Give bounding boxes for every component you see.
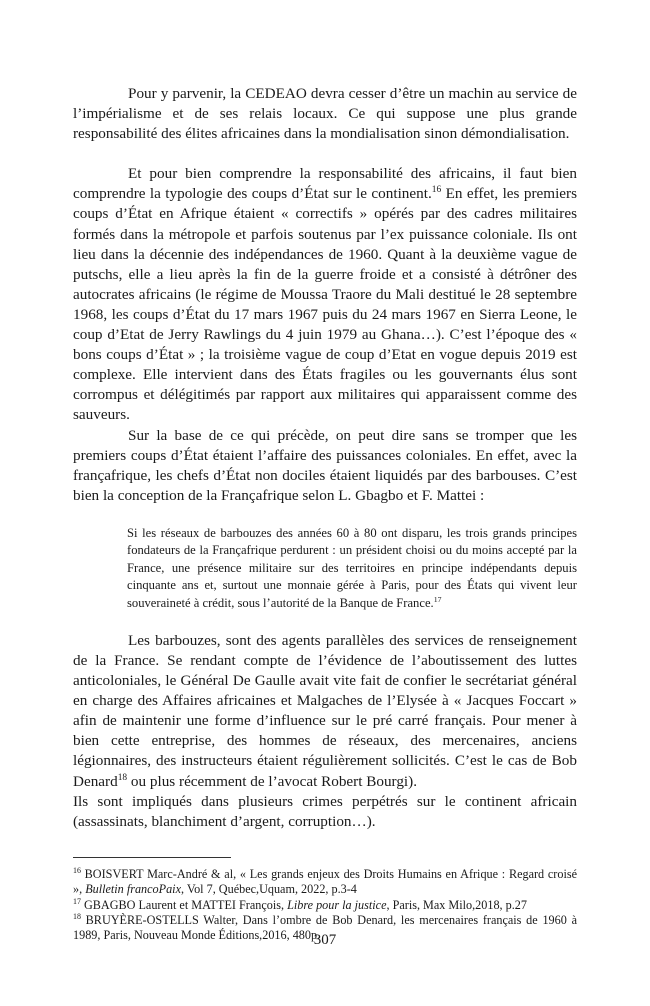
paragraph-typologie — [73, 164, 577, 425]
footnote-separator — [73, 857, 231, 858]
paragraph-barbouzes-text-b: ou plus récemment de l’avocat Robert Bourgi). — [127, 772, 417, 790]
footnote-number: 18 — [73, 912, 81, 921]
page-body — [73, 84, 577, 944]
footnote-16 — [73, 867, 577, 898]
footnote-17 — [73, 898, 577, 913]
paragraph-cedeao — [73, 84, 577, 144]
paragraph-typologie-text-a: Et pour bien comprendre la responsabilité des africains, il faut bien comprendre la typologie des coups d’État sur le continent. — [73, 165, 577, 203]
block-quote-text: Si les réseaux de barbouzes des années 60 à 80 ont disparu, les trois grands principes fondateurs de la Françafrique perdurent : un président choisi ou du moins accepté par la France, une présence militaire sur des territoires en principe indépendants depuis cinquante ans et, surtout une monnaie gérée à Paris, pour des États qui vivent leur souveraineté à crédit, sous l’autorité de la Banque de France. — [127, 525, 577, 610]
paragraph-crimes-text: Ils sont impliqués dans plusieurs crimes perpétrés sur le continent africain (assassinats, blanchiment d’argent, corruption…). — [73, 792, 577, 830]
footnote-text: BOISVERT Marc-André & al, « Les grands enjeux des Droits Humains en Afrique : Regard croisé », — [73, 866, 577, 897]
footnote-ref-18[interactable]: 18 — [117, 772, 128, 783]
paragraph-typologie-text-b: En effet, les premiers coups d’État en Afrique étaient « correctifs » opérés par des cadres militaires formés dans la métropole et parfois soutenus par l’ex puissance coloniale. Ils ont lieu dans la décennie des indépendances de 1960. Quant à la deuxième vague de putschs, elle a lieu après la fin de la guerre froide et a consisté à détrôner des autocrates africains (le régime de Moussa Traore du Mali destitué le 28 septembre 1968, les coups d’État du 17 mars 1967 puis du 24 mars 1967 en Sierra Leone, le coup d’Etat de Jerry Rawlings du 4 juin 1979 au Ghana…). C’est l’époque des « bons coups d’État » ; la troisième vague de coup d’Etat en vogue depuis 2019 est complexe. Elle intervient dans des États fragiles ou les gouvernants élus sont corrompus et délégitimés par rapport aux militaires qui apparaissent comme des sauveurs. — [73, 185, 578, 424]
footnote-ref-17[interactable]: 17 — [433, 594, 442, 604]
paragraph-barbouzes — [73, 631, 577, 792]
footnote-number: 16 — [73, 865, 81, 875]
footnote-text-end: , Vol 7, Québec,Uquam, 2022, p.3-4 — [180, 882, 357, 897]
footnote-italic-title: Bulletin francoPaix — [85, 882, 181, 897]
paragraph-francafrique-text: Sur la base de ce qui précède, on peut dire sans se tromper que les premiers coups d’État étaient l’affaire des puissances coloniales. En effet, avec la françafrique, les chefs d’État non dociles étaient liquidés par des barbouses. C’est bien la conception de la Françafrique selon L. Gbagbo et F. Mattei : — [73, 426, 577, 504]
paragraph-cedeao-text: Pour y parvenir, la CEDEAO devra cesser d’être un machin au service de l’impérialisme et de ses relais locaux. Ce qui suppose une plus grande responsabilité des élites africaines dans la mondialisation sinon démondialisation. — [73, 85, 577, 143]
footnote-italic-title: Libre pour la justice — [287, 897, 387, 912]
block-quote — [127, 525, 577, 612]
footnote-text: BRUYÈRE-OSTELLS Walter, Dans l’ombre de Bob Denard, les mercenaires français de 1960 à 1989, Paris, Nouveau Monde Éditions,2016, 480p. — [73, 913, 577, 943]
footnote-text-end: , Paris, Max Milo,2018, p.27 — [386, 897, 527, 912]
page-number: 307 — [313, 932, 337, 948]
paragraph-crimes — [73, 792, 577, 832]
footnote-number: 17 — [73, 896, 81, 906]
footnote-ref-16[interactable]: 16 — [431, 185, 442, 196]
footnote-text: GBAGBO Laurent et MATTEI François, — [80, 897, 288, 912]
paragraph-barbouzes-text-a: Les barbouzes, sont des agents parallèles des services de renseignement de la France. Se rendant compte de l’évidence de l’aboutissement des luttes anticoloniales, le Général De Gaulle avait vite fait de confier le secrétariat général en charge des Affaires africaines et Malgaches de l’Elysée à « Jacques Foccart » afin de maintenir une forme d’influence sur le pré carré français. Pour mener à bien cette entreprise, des hommes de réseaux, des mercenaires, anciens légionnaires, des instructeurs étaient régulièrement sollicités. C’est le cas de Bob Denard — [73, 631, 577, 790]
paragraph-francafrique — [73, 426, 577, 506]
